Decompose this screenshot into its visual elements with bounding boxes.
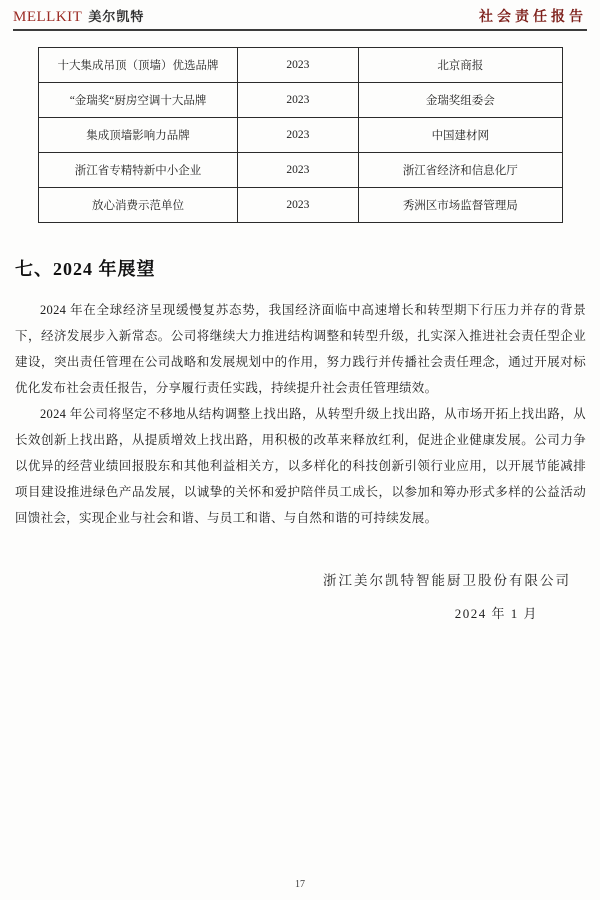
signature-block: [15, 569, 586, 622]
logo-text-cn: 美尔凯特: [88, 9, 145, 24]
award-year-cell: 2023: [238, 188, 359, 223]
page-header: [13, 6, 587, 31]
logo-text-en: MELLKIT: [13, 9, 83, 25]
report-title: 社会责任报告: [479, 10, 587, 25]
award-issuer-cell: 金瑞奖组委会: [358, 83, 562, 118]
award-issuer-cell: 中国建材网: [358, 118, 562, 153]
award-issuer-cell: 浙江省经济和信息化厅: [358, 153, 562, 188]
award-issuer-cell: 北京商报: [358, 48, 562, 83]
award-year-cell: 2023: [238, 118, 359, 153]
award-year-cell: 2023: [238, 153, 359, 188]
award-year-cell: 2023: [238, 83, 359, 118]
table-row: [39, 153, 563, 188]
table-row: [39, 188, 563, 223]
company-logo: [13, 6, 144, 26]
signature-date: 2024 年 1 月: [454, 606, 538, 621]
award-name-cell: 放心消费示范单位: [39, 188, 238, 223]
body-paragraph: 2024 年在全球经济呈现缓慢复苏态势，我国经济面临中高速增长和转型期下行压力并存的背景下，经济发展步入新常态。公司将继续大力推进结构调整和转型升级，扎实深入推进社会责任型企业建设，突出责任管理在公司战略和发展规划中的作用，努力践行并传播社会责任理念，通过开展对标优化发布社会责任报告，分享履行责任实践，持续提升社会责任管理绩效。: [15, 303, 586, 395]
award-name-cell: 十大集成吊顶（顶墙）优选品牌: [39, 48, 238, 83]
honors-table: [38, 47, 563, 223]
award-name-cell: “金瑞奖“厨房空调十大品牌: [39, 83, 238, 118]
table-row: [39, 48, 563, 83]
award-issuer-cell: 秀洲区市场监督管理局: [358, 188, 562, 223]
table-row: [39, 118, 563, 153]
section-body: [15, 297, 586, 622]
table-row: [39, 83, 563, 118]
body-paragraph: 2024 年公司将坚定不移地从结构调整上找出路，从转型升级上找出路，从市场开拓上找出路，从长效创新上找出路，从提质增效上找出路，用积极的改革来释放红利，促进企业健康发展。公司力争以优异的经营业绩回报股东和其他利益相关方，以多样化的科技创新引领行业应用，以开展节能减排项目建设推进绿色产品发展，以诚挚的关怀和爱护陪伴员工成长，以参加和筹办形式多样的公益活动回馈社会，实现企业与社会和谐、与员工和谐、与自然和谐的可持续发展。: [15, 407, 586, 525]
section-heading: 七、2024 年展望: [15, 259, 156, 279]
signature-company: 浙江美尔凯特智能厨卫股份有限公司: [323, 573, 571, 588]
award-name-cell: 集成顶墙影响力品牌: [39, 118, 238, 153]
award-year-cell: 2023: [238, 48, 359, 83]
page-number: 17: [295, 879, 305, 890]
award-name-cell: 浙江省专精特新中小企业: [39, 153, 238, 188]
